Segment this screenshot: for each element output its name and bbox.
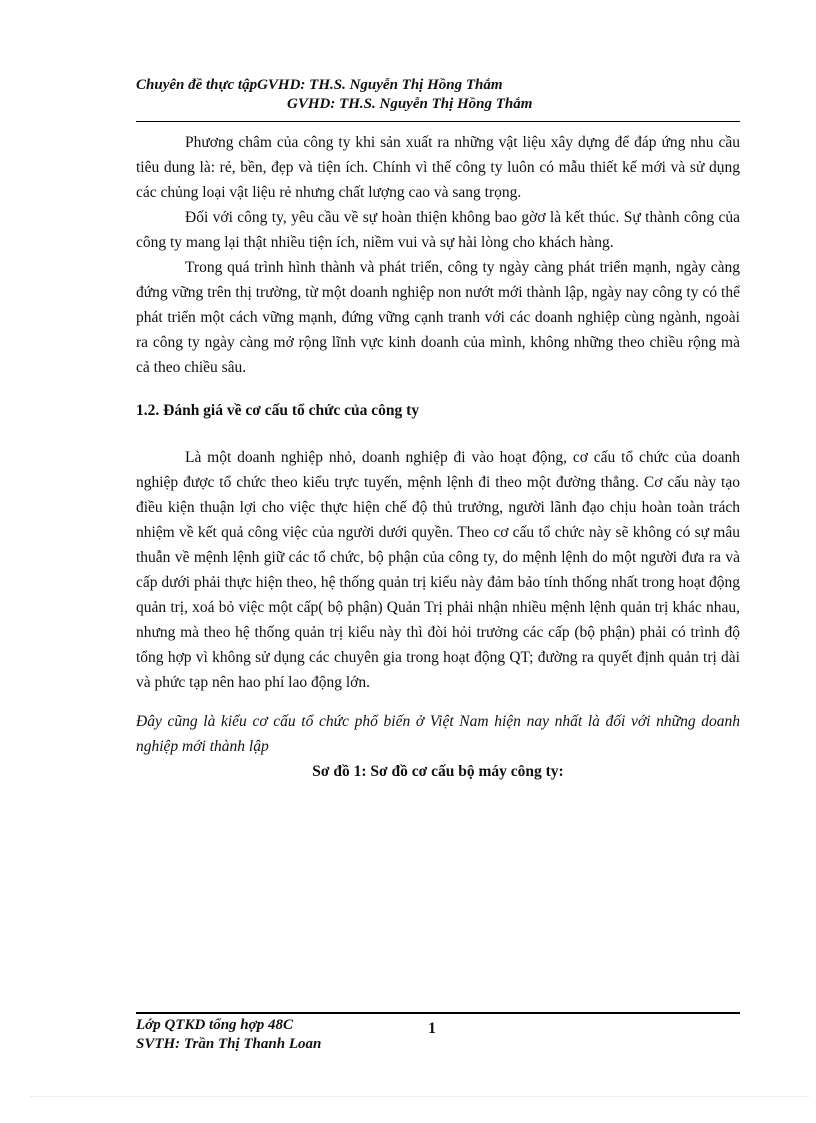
paragraph-2: Đối với công ty, yêu cầu về sự hoàn thiện không bao gờơ là kết thúc. Sự thành công của công ty mang lại thật nhiều tiện ích, niềm vui và sự hài lòng cho khách hàng. bbox=[136, 209, 740, 251]
figure-caption: Sơ đồ 1: Sơ đồ cơ cấu bộ máy công ty: bbox=[312, 763, 564, 780]
header-line-1: Chuyên đề thực tậpGVHD: TH.S. Nguyễn Thị Hồng Thắm bbox=[136, 77, 503, 93]
footer-student: SVTH: Trần Thị Thanh Loan bbox=[136, 1036, 322, 1052]
header-rule bbox=[136, 121, 740, 122]
page-number: 1 bbox=[428, 1020, 436, 1037]
header-line-2: GVHD: TH.S. Nguyễn Thị Hồng Thắm bbox=[287, 96, 533, 112]
document-body bbox=[136, 130, 740, 784]
bottom-dotted-line bbox=[30, 1096, 810, 1097]
footer-rule bbox=[136, 1012, 740, 1014]
paragraph-5: Đây cũng là kiểu cơ cấu tổ chức phổ biến ở Việt Nam hiện nay nhất là đối với những doanh nghiệp mới thành lập bbox=[136, 713, 740, 755]
page-header bbox=[136, 76, 740, 114]
footer-class: Lớp QTKD tổng hợp 48C bbox=[136, 1017, 293, 1033]
page-footer bbox=[136, 1016, 740, 1054]
paragraph-1: Phương châm của công ty khi sản xuất ra những vật liệu xây dựng để đáp ứng nhu cầu tiêu dung là: rẻ, bền, đẹp và tiện ích. Chính vì thế công ty luôn có mẫu thiết kế mới và sử dụng các chủng loại vật liệu rẻ nhưng chất lượng cao và sang trọng. bbox=[136, 134, 740, 201]
paragraph-3: Trong quá trình hình thành và phát triển, công ty ngày càng phát triển mạnh, ngày càng đứng vững trên thị trường, từ một doanh nghiệp non nướt mới thành lập, ngày nay công ty có thể phát triển một cách vững mạnh, đứng vững cạnh tranh với các doanh nghiệp cùng ngành, ngoài ra công ty ngày càng mở rộng lĩnh vực kinh doanh của mình, không những theo chiều rộng mà cả theo chiều sâu. bbox=[136, 259, 740, 376]
section-heading: 1.2. Đánh giá về cơ cấu tổ chức của công ty bbox=[136, 402, 420, 419]
paragraph-4: Là một doanh nghiệp nhỏ, doanh nghiệp đi vào hoạt động, cơ cấu tổ chức của doanh nghiệp được tổ chức theo kiểu trực tuyến, mệnh lệnh đi theo một đường thẳng. Cơ cấu này tạo điều kiện thuận lợi cho việc thực hiện chế độ thủ trưởng, người lãnh đạo chịu hoàn toàn trách nhiệm về kết quả công việc của người dưới quyền. Theo cơ cấu tổ chức này sẽ không có sự mâu thuẫn về mệnh lệnh giữ các tổ chức, bộ phận của công ty, do mệnh lệnh do một người đưa ra và cấp dưới phải thực hiện theo, hệ thống quản trị kiểu này đảm bảo tính thống nhất trong hoạt động quản trị, xoá bỏ việc một cấp( bộ phận) Quản Trị phải nhận nhiều mệnh lệnh quản trị khác nhau, nhưng mà theo hệ thống quản trị kiểu này thì đòi hỏi trưởng các cấp (bộ phận) phải có trình độ tổng hợp vì không sử dụng các chuyên gia trong hoạt động QT; đường ra quyết định quản trị dài và phức tạp nên hao phí lao động lớn. bbox=[136, 449, 740, 691]
